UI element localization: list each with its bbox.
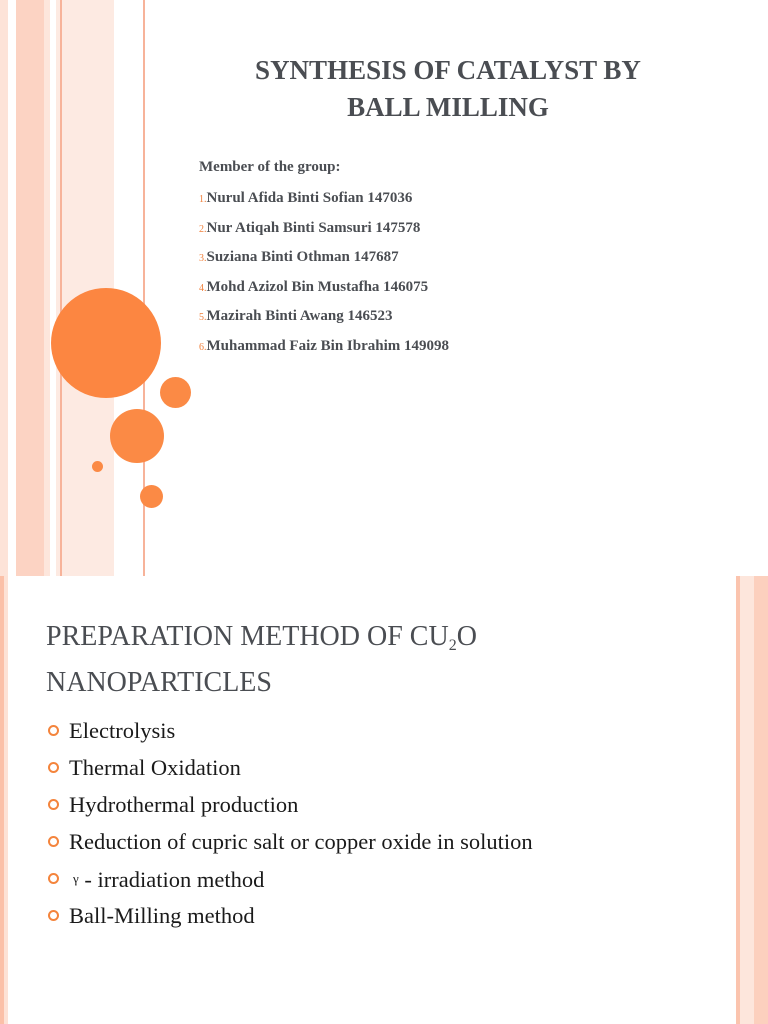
- member-name: Mazirah Binti Awang 146523: [206, 308, 393, 324]
- list-item-text: Hydrothermal production: [69, 792, 299, 817]
- decorative-band: [0, 0, 8, 576]
- member-number: 4.: [199, 282, 207, 294]
- decorative-band: [16, 0, 44, 576]
- bullet-circle-icon: [48, 836, 59, 847]
- decorative-band: [736, 576, 740, 1024]
- member-item: [199, 218, 449, 238]
- member-list-heading: Member of the group:: [199, 159, 341, 175]
- heading-text: PREPARATION METHOD OF CU: [46, 621, 449, 652]
- list-item: [46, 897, 533, 934]
- list-item: [46, 786, 533, 823]
- member-name: Suziana Binti Othman 147687: [206, 249, 399, 265]
- list-item: [46, 749, 533, 786]
- list-item-text: Thermal Oxidation: [69, 755, 241, 780]
- decorative-band: [4, 576, 8, 1024]
- slide-title-text: [198, 52, 698, 126]
- method-list: [46, 712, 533, 934]
- member-number: 2.: [199, 223, 207, 235]
- member-number: 3.: [199, 253, 207, 264]
- heading-text-suffix: O: [456, 621, 477, 652]
- bullet-circle-icon: [48, 799, 59, 810]
- member-name: Mohd Azizol Bin Mustafha 146075: [206, 278, 429, 295]
- decorative-circle-small: [140, 485, 163, 508]
- member-name: Muhammad Faiz Bin Ibrahim 149098: [206, 337, 450, 354]
- title-line-2: BALL MILLING: [347, 92, 549, 122]
- slide-preparation-methods: [0, 576, 768, 1024]
- member-item: [199, 336, 449, 356]
- member-name: Nurul Afida Binti Sofian 147036: [206, 190, 413, 206]
- list-item-text: Electrolysis: [69, 718, 176, 743]
- member-item: [199, 277, 449, 297]
- slide-heading: [46, 614, 686, 706]
- title-line-1: SYNTHESIS OF CATALYST BY: [255, 55, 641, 85]
- bullet-circle-icon: [48, 762, 59, 773]
- list-item-text: - irradiation method: [84, 867, 265, 892]
- decorative-circle-dot: [92, 461, 103, 472]
- list-item: [46, 712, 533, 749]
- member-number: 1.: [199, 194, 207, 205]
- gamma-symbol: γ: [73, 871, 79, 886]
- member-item: [199, 188, 449, 208]
- member-name: Nur Atiqah Binti Samsuri 147578: [206, 219, 421, 236]
- member-item: [199, 247, 449, 267]
- decorative-circle-large: [51, 288, 161, 398]
- decorative-band: [44, 0, 50, 576]
- decorative-band: [740, 576, 754, 1024]
- heading-line-2: NANOPARTICLES: [46, 667, 272, 698]
- bullet-circle-icon: [48, 725, 59, 736]
- decorative-circle-medium: [110, 409, 164, 463]
- member-list: [199, 157, 449, 365]
- member-number: 6.: [199, 341, 207, 353]
- bullet-circle-icon: [48, 873, 59, 884]
- list-item-text: Ball-Milling method: [69, 903, 255, 928]
- member-item: [199, 306, 449, 326]
- bullet-circle-icon: [48, 910, 59, 921]
- decorative-circle-small: [160, 377, 191, 408]
- decorative-band: [754, 576, 768, 1024]
- list-item: [46, 823, 533, 860]
- list-item-text: Reduction of cupric salt or copper oxide in solution: [69, 829, 533, 854]
- heading-subscript: 2: [448, 637, 457, 654]
- list-item: [46, 860, 533, 897]
- member-number: 5.: [199, 312, 207, 323]
- decorative-line: [60, 0, 62, 576]
